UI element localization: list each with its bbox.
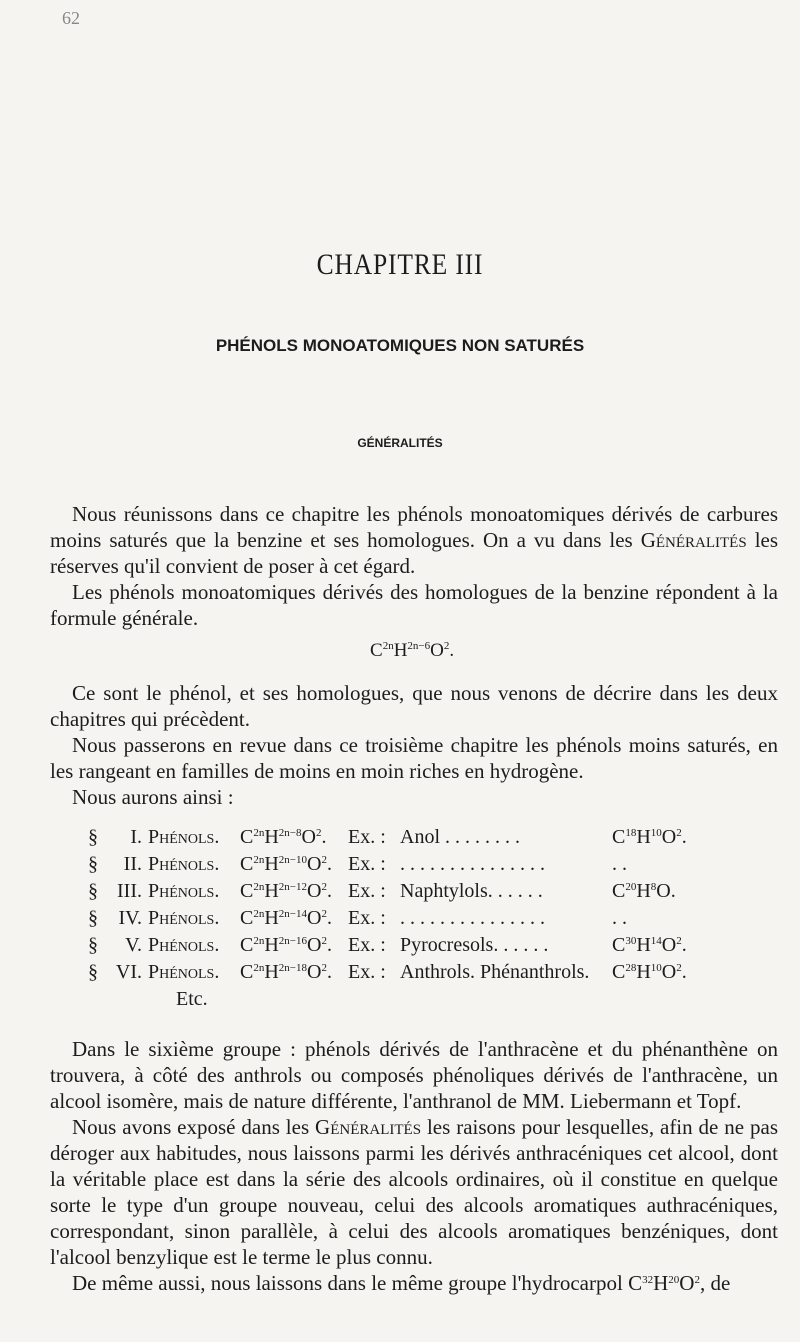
formula-h: H [393,640,408,661]
series-general-formula: $C^{2n}H^{2n-8}O^2$. [240,826,327,848]
series-example-formula: $C^{20}H^8O$. [612,880,676,902]
series-row [88,907,708,934]
paragraph-1-generalites: Généralités [640,528,747,552]
ex-c-sup: 18 [625,827,637,839]
formula-h-sup: 2n−6 [407,640,431,652]
formula-o: O [430,640,444,661]
series-label: Phénols. [148,853,220,875]
section-mark: § [88,934,98,956]
paragraph-7-generalites: Généralités [315,1115,422,1139]
ex-h-sup: 10 [650,962,662,974]
ex-h-sup: 8 [650,881,657,893]
series-general-formula: $C^{2n}H^{2n-16}O^2$. [240,934,332,956]
series-label: Phénols. [148,880,220,902]
series-ex: Ex. : [348,934,386,956]
series-example-formula: $C^{30}H^{14}O^2$. [612,934,687,956]
series-ex: Ex. : [348,853,386,875]
ex-o-sup: 2 [676,962,682,974]
closing-text [50,1036,778,1296]
section-mark: § [88,880,98,902]
series-examples: . . . . . . . . . . . . . . . [400,853,545,875]
series-ex: Ex. : [348,826,386,848]
formula-tail: . [449,640,455,661]
series-row [88,853,708,880]
series-row [88,880,708,907]
paragraph-4: Nous passerons en revue dans ce troisième chapitre les phénols moins saturés, en les rangeant en familles de moins en moin riches en hydrogène. [50,733,778,783]
series-number: IV. [118,907,142,929]
paragraph-6: Dans le sixième groupe : phénols dérivés de l'anthracène et du phénanthène on trouvera, à côté des anthrols ou composés phénoliques dérivés de l'anthracène, un alcool isomère, mais de nature différente, l'anthranol de MM. Liebermann et Topf. [50,1037,778,1113]
series-general-formula: $C^{2n}H^{2n-18}O^2$. [240,961,332,983]
paragraph-1 [50,501,778,579]
series-label: Phénols. [148,907,220,929]
ex-o-sup: 2 [676,935,682,947]
paragraph-8-end: , de [699,1271,731,1295]
paragraph-1-end: les réserves qu'il convient de poser à cet égard. [50,528,779,578]
series-number: I. [130,826,142,848]
middle-text [50,680,778,810]
series-examples: Naphtylols. . . . . . [400,880,543,902]
paragraph-7-end: les raisons pour lesquelles, afin de ne pas déroger aux habitudes, nous laissons parmi les dérivés anthracéniques cet alcool, dont la véritable place est dans la série des alcools ordinaires, où il constitue en quelque sorte le type d'un groupe nouveau, celui des alcools aromatiques authracéniques, correspondant, sinon parallèle, à celui des alcools aromatiques benzéniques, dont l'alcool benzylique est le terme le plus connu. [50,1115,779,1269]
series-ex: Ex. : [348,961,386,983]
series-etc: Etc. [176,988,208,1010]
paragraph-3: Ce sont le phénol, et ses homologues, que nous venons de décrire dans les deux chapitres qui précèdent. [50,681,778,731]
series-number: VI. [115,961,142,983]
series-general-formula: $C^{2n}H^{2n-14}O^2$. [240,907,332,929]
paragraph-8-c-sup: 32 [642,1274,654,1286]
series-general-formula: $C^{2n}H^{2n-10}O^2$. [240,853,332,875]
gen-h-sup: 2n−14 [278,908,308,920]
phenol-series-list [88,826,708,1015]
intro-text [50,501,778,631]
ex-h-sup: 10 [650,827,662,839]
series-examples: Anthrols. Phénanthrols. [400,961,590,983]
paragraph-5: Nous aurons ainsi : [72,785,234,809]
ex-h-sup: 14 [650,935,662,947]
gen-h-sup: 2n−12 [278,881,308,893]
series-number: V. [125,934,142,956]
series-label: Phénols. [148,961,220,983]
paragraph-8-start: De même aussi, nous laissons dans le même groupe l'hydrocarpol C [72,1271,643,1295]
series-examples: Pyrocresols. . . . . . [400,934,549,956]
gen-h-sup: 2n−18 [278,962,308,974]
series-example-formula: $C^{28}H^{10}O^2$. [612,961,687,983]
paragraph-8-o-sup: 2 [694,1274,700,1286]
general-formula [370,640,454,662]
section-mark: § [88,826,98,848]
page-number: 62 [62,8,80,28]
series-example-formula: $C^{18}H^{10}O^2$. [612,826,687,848]
paragraph-8-h-sup: 20 [668,1274,680,1286]
section-mark: § [88,853,98,875]
chapter-title: CHAPITRE III [316,248,484,281]
series-ex: Ex. : [348,880,386,902]
section-title: PHÉNOLS MONOATOMIQUES NON SATURÉS [215,336,585,355]
ex-c-sup: 30 [625,935,637,947]
section-mark: § [88,907,98,929]
series-general-formula: $C^{2n}H^{2n-12}O^2$. [240,880,332,902]
ex-c-sup: 28 [625,962,637,974]
series-number: III. [117,880,142,902]
paragraph-7-start: Nous avons exposé dans les [72,1115,310,1139]
series-ex: Ex. : [348,907,386,929]
paragraph-2: Les phénols monoatomiques dérivés des homologues de la benzine répondent à la formule générale. [50,580,778,630]
series-row [88,961,708,988]
section-mark: § [88,961,98,983]
series-example-formula: . . [612,853,627,875]
series-label: Phénols. [148,934,220,956]
series-number: II. [123,853,142,875]
formula-c: C [370,640,383,661]
series-examples: Anol . . . . . . . . [400,826,520,848]
gen-h-sup: 2n−8 [278,827,302,839]
paragraph-1-text: Nous réunissons dans ce chapitre les phénols monoatomiques dérivés de carbures moins saturés que la benzine et ses homologues. On a vu dans les [50,502,778,552]
gen-h-sup: 2n−16 [278,935,308,947]
gen-h-sup: 2n−10 [278,854,308,866]
paragraph-8: De même aussi, nous laissons dans le même groupe l'hydrocarpol $C^{32}H^{20}O^2$, de [72,1271,731,1295]
ex-c-sup: 20 [625,881,637,893]
series-row [88,826,708,853]
series-example-formula: . . [612,907,627,929]
formula-o-sup: 2 [443,640,450,652]
series-examples: . . . . . . . . . . . . . . . [400,907,545,929]
paragraph-7 [50,1114,778,1270]
series-row [88,934,708,961]
formula-c-sup: 2n [382,640,394,652]
series-label: Phénols. [148,826,220,848]
subsection-title: GÉNÉRALITÉS [357,436,443,450]
ex-o-sup: 2 [676,827,682,839]
